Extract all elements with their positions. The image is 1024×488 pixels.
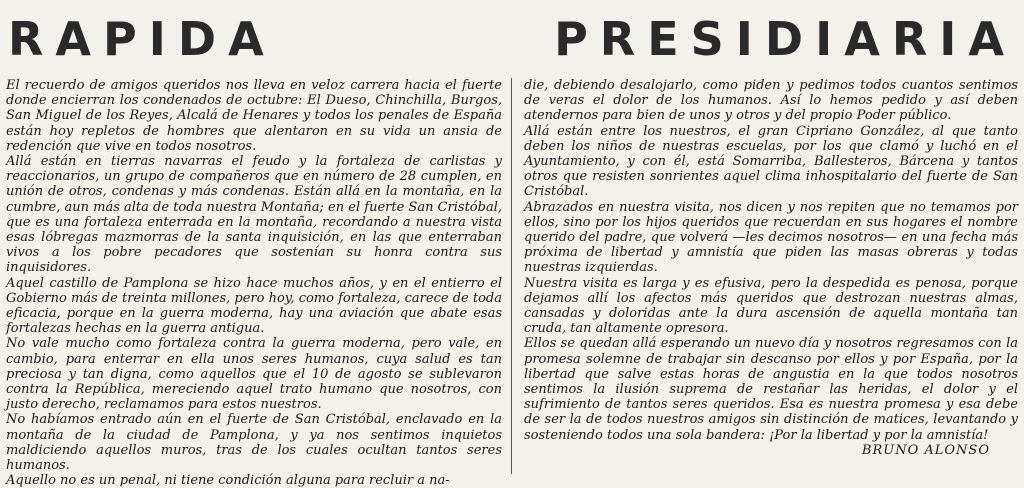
headline-letter: S — [690, 12, 724, 66]
headline-letter: R — [8, 12, 44, 66]
headline-letter: I — [939, 12, 957, 66]
paragraph: Aquel castillo de Pamplona se hizo hace muchos años, y en el entierro el Gobierno más de treinta millones, pero hoy, como fortaleza, carece de toda eficacia, porque en la guerra moderna, hay una aviación que abate esas fortalezas hechas en la guerra antigua. — [6, 275, 502, 337]
headline-letter: A — [968, 12, 1004, 66]
paragraph: El recuerdo de amigos queridos nos lleva en veloz carrera hacia el fuerte donde encierran los condenados de octubre: El Dueso, Chinchilla, Burgos, San Miguel de los Reyes, Alcalá de Henares y todos los penales de España están hoy repletos de hombres que alentaron en su vida un ansia de redención que vive en todos nosotros. — [6, 78, 502, 154]
headline-letter: I — [735, 12, 753, 66]
headline-letter: R — [599, 12, 636, 66]
headline-letter: I — [148, 12, 166, 66]
paragraph: Aquello no es un penal, ni tiene condición alguna para recluir a na- — [6, 473, 450, 488]
column-divider — [511, 78, 512, 474]
paragraph: Abrazados en nuestra visita, nos dicen y nos repiten que no temamos por ellos, sino por los hijos queridos que recuerdan en sus hogares el nombre querido del padre, que volverá —les decimos nosotros— en una fecha más próxima de libertad y amnistía que piden las masas obreras y todas nuestras izquierdas. — [524, 199, 1018, 276]
paragraph: Allá están en tierras navarras el feudo y la fortaleza de carlistas y reaccionarios, un grupo de compañeros que en número de 28 cumplen, en unión de otros, condenas y más condenas. Están allá en la montaña, en la cumbre, aun más alta de toda nuestra Montaña; en el fuerte San Cristóbal, que es una fortaleza enterrada en la montaña, recordando a nuestra vista esas lóbregas mazmorras de la santa inquisición, en las que enterraban vivos a los pobre pecadores que sostenían su honra contra sus inquisidores. — [6, 154, 502, 276]
headline-letter: I — [815, 12, 833, 66]
headline-letter: A — [844, 12, 880, 66]
paragraph: die, debiendo desalojarlo, como piden y pedimos todos cuantos sentimos de veras el dolor de los humanos. Así lo hemos pedido y así deben atendernos para bien de unos y otros y del propio Poder público. — [524, 78, 1018, 124]
headline-letter: R — [891, 12, 928, 66]
headline-letter: D — [764, 12, 804, 66]
headline-letter: E — [647, 12, 679, 66]
headline-letter: D — [177, 12, 217, 66]
paragraph: No vale mucho como fortaleza contra la guerra moderna, pero vale, en cambio, para enterrar en ella unos seres humanos, cuya salud es tan preciosa y tan digna, como aquellos que el 10 de agosto se sublevaron contra la República, mereciendo aquel trato humano que nosotros, con justo derecho, reclamamos para estos nuestros. — [6, 336, 502, 413]
headline-letter: A — [228, 12, 264, 66]
paragraph: Allá están entre los nuestros, el gran Cipriano González, al que tanto deben los niños de nuestras escuelas, por los que clamó y luchó en el Ayuntamiento, y con él, está Somarriba, Ballesteros, Bárcena y tantos otros que resisten sonrientes aquel clima inhospitalario del fuerte de San Cristóbal. — [524, 123, 1018, 200]
paragraph: No habíamos entrado aún en el fuerte de San Cristóbal, enclavado en la montaña de la ciudad de Pamplona, y ya nos sentimos inquietos maldiciendo aquellos muros, tras de los cuales ocultan tantos seres humanos. — [6, 412, 502, 474]
right-column — [524, 78, 1018, 458]
headline-letter: P — [554, 12, 588, 66]
signature: BRUNO ALONSO — [861, 442, 990, 458]
headline-word-1 — [8, 12, 276, 66]
headline — [8, 10, 1016, 68]
left-column — [6, 78, 502, 488]
paragraph: Nuestra visita es larga y es efusiva, pero la despedida es penosa, porque dejamos allí los afectos más queridos que destrozan nuestras almas, cansadas y doloridas ante la dura ascensión de aquella montaña tan cruda, tan altamente opresora. — [524, 275, 1018, 337]
headline-word-2 — [554, 12, 1016, 66]
paragraph: Ellos se quedan allá esperando un nuevo día y nosotros regresamos con la promesa solemne de trabajar sin descanso por ellos y por España, por la libertad que salve estas horas de angustia en la que todos nosotros sentimos la ilusión suprema de restañar las heridas, el dolor y el sufrimiento de tantos seres queridos. Esa es nuestra promesa y esa debe de ser la de todos nuestros amigos sin distinción de matices, levantando y sosteniendo todos una sola bandera: ¡Por la libertad y por la amnistía! — [524, 336, 1018, 443]
headline-letter: P — [103, 12, 137, 66]
headline-letter: A — [55, 12, 92, 66]
